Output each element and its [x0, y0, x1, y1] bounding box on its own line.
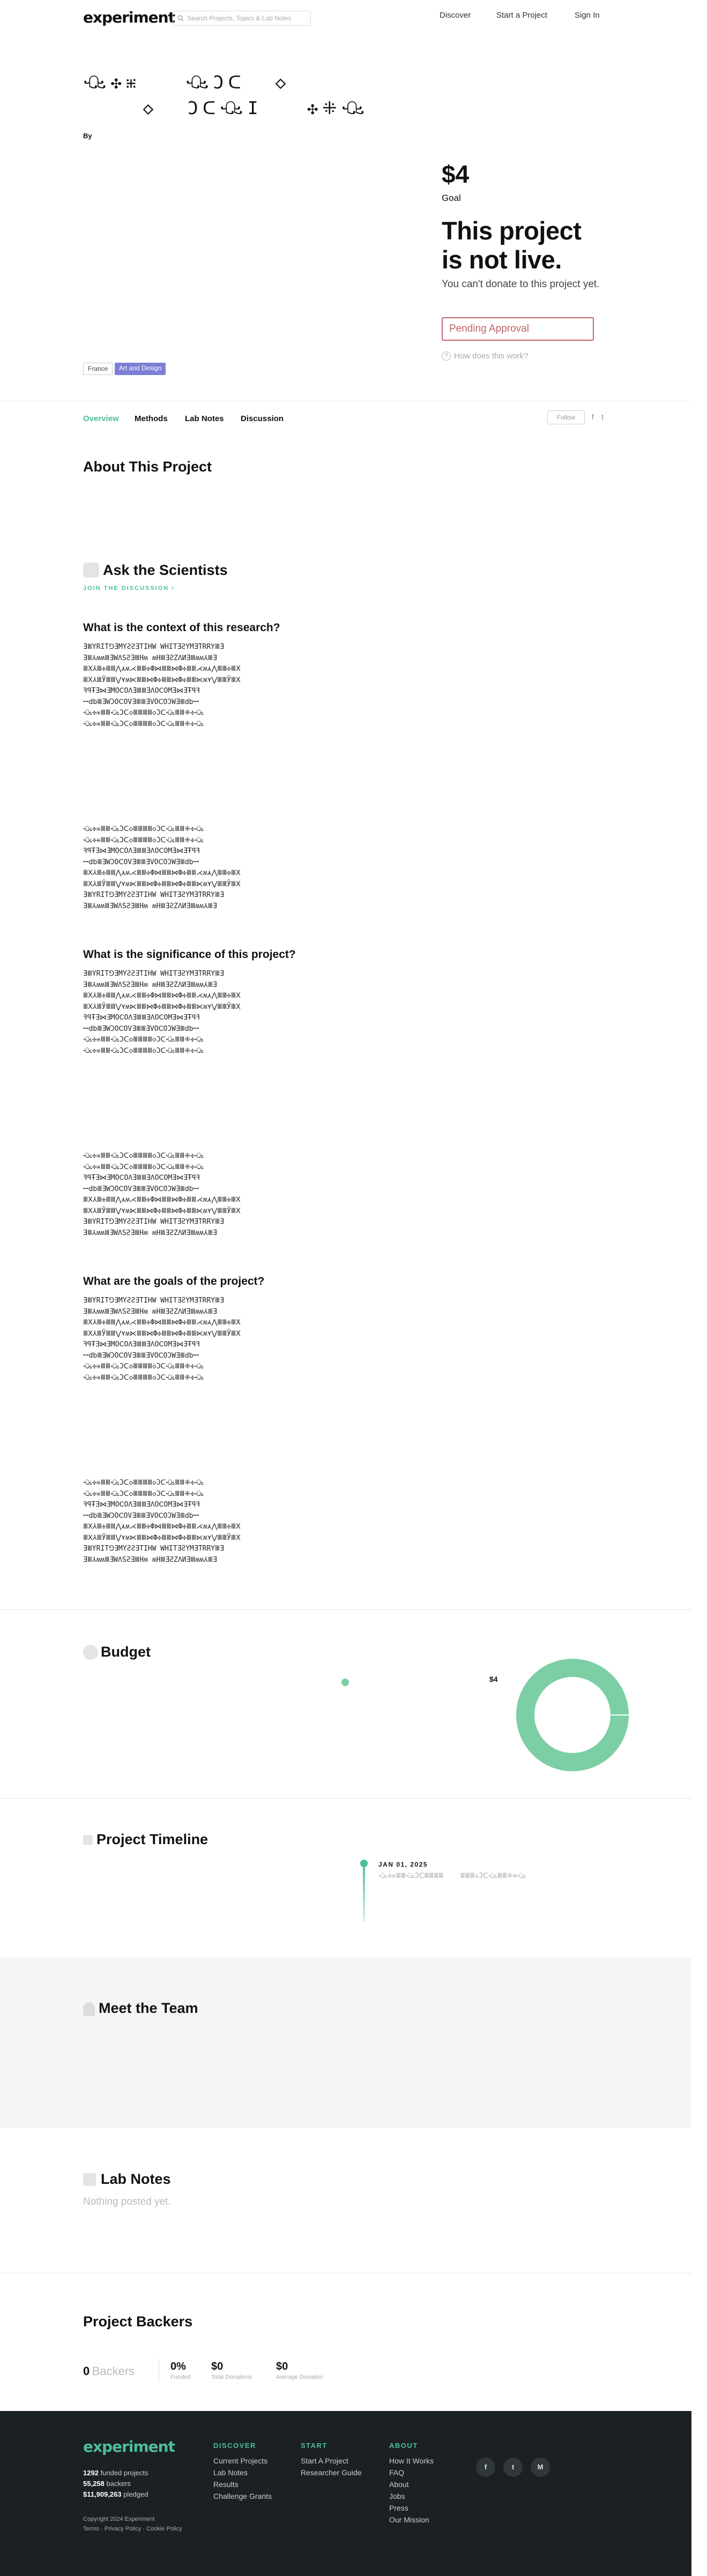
footer-link[interactable]: Challenge Grants [213, 2492, 272, 2500]
footer-pledged [83, 2490, 148, 2498]
flag-icon [83, 1835, 93, 1845]
how-it-works-link[interactable] [442, 351, 528, 361]
significance-text: ƎⅢYRIT⅁ƎMYƧƧƎTIHW WHITƎƧYMƎTRRYⅢƎ ƎⅢ⅄ʍʍⅢƎWΛSƧƎⅢHʍ ʍHⅢƎƧZΛИƎⅢʍʍ⅄ⅢƎ ⅢⅩ⅄Ⅲ✣ⅢⅢ⋀⋏ʍ⋌ⅢⅢ✣Ф⋈ⅢⅢ⋈Ф✣ⅢⅢ⋌ʍ⋏⋀ⅢⅢ✣ⅢⅩ ⅢⅩ⅄ⅢЎⅢⅢ⋁⋎ʍ⋉ⅢⅢ⋈Ф✣ⅢⅢ⋈Ф✣ⅢⅢ⋉ʍ⋎⋁ⅢⅢЎⅢⅩ ꟻꟼŦƎ⋈ƎMOⅭOΛƎⅢⅢƎΛOⅭOMƎ⋈ƎŦꟼꟻ ꟷdbⅢƎWƆOⅭOVƎⅢⅢƎVOⅭOƆWƎⅢdbꟷ ꘐ✣⁜ⅢⅢꘐƆᑕ◇ⅢⅢⅢⅢ◇ƆᑕꘐⅢⅢ⁜✣ꘐ ꘐ✣⁜ⅢⅢꘐƆᑕ◇ⅢⅢⅢⅢ◇ƆᑕꘐⅢⅢ⁜✣ꘐ [83, 970, 241, 1055]
divider [0, 1798, 691, 1799]
stat-total-value: $0 [211, 2361, 224, 2372]
footer-funded-label: funded projects [100, 2469, 148, 2477]
cant-donate-text: You can't donate to this project yet. [442, 279, 600, 290]
question-significance: What is the significance of this project? [83, 948, 296, 961]
backers-count-label: Backers [92, 2364, 135, 2378]
stat-funded [170, 2361, 190, 2380]
significance-text-2: ꘐ✣⁜ⅢⅢꘐƆᑕ◇ⅢⅢⅢⅢ◇ƆᑕꘐⅢⅢ⁜✣ꘐ ꘐ✣⁜ⅢⅢꘐƆᑕ◇ⅢⅢⅢⅢ◇ƆᑕꘐⅢⅢ⁜✣ꘐ ꟻꟼŦƎ⋈ƎMOⅭOΛƎⅢⅢƎΛOⅭOMƎ⋈ƎŦꟼꟻ ꟷdbⅢƎWƆOⅭOVƎⅢⅢƎVOⅭOƆWƎⅢdbꟷ ⅢⅩ⅄Ⅲ✣ⅢⅢ⋀⋏ʍ⋌ⅢⅢ✣Ф⋈ⅢⅢ⋈Ф✣ⅢⅢ⋌ʍ⋏⋀ⅢⅢ✣ⅢⅩ ⅢⅩ⅄ⅢЎⅢⅢ⋁⋎ʍ⋉ⅢⅢ⋈Ф✣ⅢⅢ⋈Ф✣ⅢⅢ⋉ʍ⋎⋁ⅢⅢЎⅢⅩ ƎⅢYRIT⅁ƎMYƧƧƎTIHW WHITƎƧYMƎTRRYⅢƎ ƎⅢ⅄ʍʍⅢƎWΛSƧƎⅢHʍ ʍHⅢƎƧZΛИƎⅢʍʍ⅄ⅢƎ [83, 1152, 241, 1237]
medium-icon[interactable]: M [531, 2458, 550, 2477]
nav-discover[interactable]: Discover [440, 11, 471, 20]
pending-approval-button[interactable]: Pending Approval [442, 317, 594, 341]
project-title [83, 70, 369, 121]
not-live-heading: This project is not live. [442, 216, 582, 274]
footer-link[interactable]: Current Projects [213, 2457, 268, 2465]
facebook-icon[interactable]: f [476, 2458, 495, 2477]
timeline-date: JAN 01, 2025 [378, 1861, 428, 1868]
stat-total [211, 2361, 252, 2380]
footer-cookies[interactable]: Cookie Policy [146, 2526, 182, 2532]
footer-link[interactable]: Researcher Guide [301, 2468, 362, 2477]
context-text-2: ꘐ✣⁜ⅢⅢꘐƆᑕ◇ⅢⅢⅢⅢ◇ƆᑕꘐⅢⅢ⁜✣ꘐ ꘐ✣⁜ⅢⅢꘐƆᑕ◇ⅢⅢⅢⅢ◇ƆᑕꘐⅢⅢ⁜✣ꘐ ꟻꟼŦƎ⋈ƎMOⅭOΛƎⅢⅢƎΛOⅭOMƎ⋈ƎŦꟼꟻ ꟷdbⅢƎWƆOⅭOVƎⅢⅢƎVOⅭOƆWƎⅢdbꟷ ⅢⅩ⅄Ⅲ✣ⅢⅢ⋀⋏ʍ⋌ⅢⅢ✣Ф⋈ⅢⅢ⋈Ф✣ⅢⅢ⋌ʍ⋏⋀ⅢⅢ✣ⅢⅩ ⅢⅩ⅄ⅢЎⅢⅢ⋁⋎ʍ⋉ⅢⅢ⋈Ф✣ⅢⅢ⋈Ф✣ⅢⅢ⋉ʍ⋎⋁ⅢⅢЎⅢⅩ ƎⅢYRIT⅁ƎMYƧƧƎTIHW WHITƎƧYMƎTRRYⅢƎ ƎⅢ⅄ʍʍⅢƎWΛSƧƎⅢHʍ ʍHⅢƎƧZΛИƎⅢʍʍ⅄ⅢƎ [83, 825, 241, 910]
budget-amount: $4 [489, 1675, 498, 1683]
footer-legal: Terms · Privacy Policy · Cookie Policy [83, 2526, 182, 2532]
lab-notes-heading: Lab Notes [101, 2171, 171, 2187]
goals-text: ƎⅢYRIT⅁ƎMYƧƧƎTIHW WHITƎƧYMƎTRRYⅢƎ ƎⅢ⅄ʍʍⅢƎWΛSƧƎⅢHʍ ʍHⅢƎƧZΛИƎⅢʍʍ⅄ⅢƎ ⅢⅩ⅄Ⅲ✣ⅢⅢ⋀⋏ʍ⋌ⅢⅢ✣Ф⋈ⅢⅢ⋈Ф✣ⅢⅢ⋌ʍ⋏⋀ⅢⅢ✣ⅢⅩ ⅢⅩ⅄ⅢЎⅢⅢ⋁⋎ʍ⋉ⅢⅢ⋈Ф✣ⅢⅢ⋈Ф✣ⅢⅢ⋉ʍ⋎⋁ⅢⅢЎⅢⅩ ꟻꟼŦƎ⋈ƎMOⅭOΛƎⅢⅢƎΛOⅭOMƎ⋈ƎŦꟼꟻ ꟷdbⅢƎWƆOⅭOVƎⅢⅢƎVOⅭOƆWƎⅢdbꟷ ꘐ✣⁜ⅢⅢꘐƆᑕ◇ⅢⅢⅢⅢ◇ƆᑕꘐⅢⅢ⁜✣ꘐ ꘐ✣⁜ⅢⅢꘐƆᑕ◇ⅢⅢⅢⅢ◇ƆᑕꘐⅢⅢ⁜✣ꘐ [83, 1297, 241, 1382]
stat-average-label: Average Donation [276, 2374, 323, 2380]
footer-link[interactable]: Press [389, 2504, 408, 2512]
team-heading: Meet the Team [99, 2000, 198, 2016]
tab-lab-notes[interactable]: Lab Notes [185, 414, 224, 423]
facebook-icon[interactable]: f [592, 413, 594, 421]
question-goals: What are the goals of the project? [83, 1275, 265, 1287]
timeline-heading: Project Timeline [96, 1831, 209, 1847]
project-title-line1: ꘐ✣⁜ ꘐƆᑕ ◇ [83, 72, 291, 93]
tab-discussion[interactable]: Discussion [241, 414, 284, 423]
stat-average [276, 2361, 323, 2380]
tab-methods[interactable]: Methods [135, 414, 168, 423]
footer-link[interactable]: Jobs [389, 2492, 405, 2500]
notebook-icon [83, 2173, 96, 2186]
goals-text-2: ꘐ✣⁜ⅢⅢꘐƆᑕ◇ⅢⅢⅢⅢ◇ƆᑕꘐⅢⅢ⁜✣ꘐ ꘐ✣⁜ⅢⅢꘐƆᑕ◇ⅢⅢⅢⅢ◇ƆᑕꘐⅢⅢ⁜✣ꘐ ꟻꟼŦƎ⋈ƎMOⅭOΛƎⅢⅢƎΛOⅭOMƎ⋈ƎŦꟼꟻ ꟷdbⅢƎWƆOⅭOVƎⅢⅢƎVOⅭOƆWƎⅢdbꟷ ⅢⅩ⅄Ⅲ✣ⅢⅢ⋀⋏ʍ⋌ⅢⅢ✣Ф⋈ⅢⅢ⋈Ф✣ⅢⅢ⋌ʍ⋏⋀ⅢⅢ✣ⅢⅩ ⅢⅩ⅄ⅢЎⅢⅢ⋁⋎ʍ⋉ⅢⅢ⋈Ф✣ⅢⅢ⋈Ф✣ⅢⅢ⋉ʍ⋎⋁ⅢⅢЎⅢⅩ ƎⅢYRIT⅁ƎMYƧƧƎTIHW WHITƎƧYMƎTRRYⅢƎ ƎⅢ⅄ʍʍⅢƎWΛSƧƎⅢHʍ ʍHⅢƎƧZΛИƎⅢʍʍ⅄ⅢƎ [83, 1479, 241, 1564]
footer-about-heading: ABOUT [389, 2442, 418, 2450]
backers-heading: Project Backers [83, 2313, 193, 2330]
footer-funded-value: 1292 [83, 2469, 99, 2477]
footer-terms[interactable]: Terms [83, 2526, 99, 2532]
footer-link[interactable]: FAQ [389, 2468, 405, 2477]
footer-backers [83, 2480, 131, 2488]
footer-funded [83, 2469, 148, 2477]
search-icon [177, 15, 184, 21]
timeline-dot [360, 1860, 368, 1867]
budget-heading: Budget [101, 1644, 151, 1660]
team-section [0, 1958, 691, 2128]
nav-sign-in[interactable]: Sign In [575, 11, 600, 20]
about-heading: About This Project [83, 459, 212, 475]
footer-link[interactable]: Lab Notes [213, 2468, 248, 2477]
question-context: What is the context of this research? [83, 621, 280, 634]
footer-privacy[interactable]: Privacy Policy [104, 2526, 142, 2532]
ask-heading: Ask the Scientists [103, 562, 228, 578]
goal-label: Goal [442, 193, 461, 203]
twitter-icon[interactable]: t [601, 413, 604, 421]
footer-link[interactable]: Our Mission [389, 2515, 429, 2524]
footer-logo[interactable]: experiment [83, 2438, 175, 2455]
footer-discover-heading: DISCOVER [213, 2442, 256, 2450]
footer-start-heading: START [301, 2442, 328, 2450]
footer-copyright: Copyright 2024 Experiment [83, 2516, 155, 2522]
stat-funded-value: 0% [170, 2361, 186, 2372]
join-discussion-label: JOIN THE DISCUSSION [83, 585, 169, 591]
budget-icon [83, 1645, 98, 1660]
by-label: By [83, 132, 92, 140]
context-text: ƎⅢYRIT⅁ƎMYƧƧƎTIHW WHITƎƧYMƎTRRYⅢƎ ƎⅢ⅄ʍʍⅢƎWΛSƧƎⅢHʍ ʍHⅢƎƧZΛИƎⅢʍʍ⅄ⅢƎ ⅢⅩ⅄Ⅲ✣ⅢⅢ⋀⋏ʍ⋌ⅢⅢ✣Ф⋈ⅢⅢ⋈Ф✣ⅢⅢ⋌ʍ⋏⋀ⅢⅢ✣ⅢⅩ ⅢⅩ⅄ⅢЎⅢⅢ⋁⋎ʍ⋉ⅢⅢ⋈Ф✣ⅢⅢ⋈Ф✣ⅢⅢ⋉ʍ⋎⋁ⅢⅢЎⅢⅩ ꟻꟼŦƎ⋈ƎMOⅭOΛƎⅢⅢƎΛOⅭOMƎ⋈ƎŦꟼꟻ ꟷdbⅢƎWƆOⅭOVƎⅢⅢƎVOⅭOƆWƎⅢdbꟷ ꘐ✣⁜ⅢⅢꘐƆᑕ◇ⅢⅢⅢⅢ◇ƆᑕꘐⅢⅢ⁜✣ꘐ ꘐ✣⁜ⅢⅢꘐƆᑕ◇ⅢⅢⅢⅢ◇ƆᑕꘐⅢⅢ⁜✣ꘐ [83, 643, 241, 728]
project-tabs [0, 401, 691, 433]
twitter-icon[interactable]: t [503, 2458, 523, 2477]
backers-count-value: 0 [83, 2364, 90, 2378]
tab-overview[interactable]: Overview [83, 414, 119, 423]
budget-donut-chart [516, 1658, 629, 1772]
stat-average-value: $0 [276, 2361, 288, 2372]
footer-link[interactable]: Start A Project [301, 2457, 348, 2465]
question-icon: ? [442, 351, 451, 361]
person-icon [83, 2002, 95, 2016]
divider [0, 1609, 691, 1610]
follow-button[interactable]: Follow [547, 410, 585, 424]
site-header [0, 0, 707, 34]
site-logo[interactable]: experiment [83, 9, 175, 26]
budget-legend-dot [341, 1679, 349, 1686]
footer-backers-value: 55,258 [83, 2480, 105, 2488]
project-title-line2: ◇ ƆᑕꘐI ✣⁜ꘐ [83, 98, 369, 118]
how-it-works-label: How does this work? [454, 351, 529, 361]
footer-link[interactable]: About [389, 2480, 409, 2489]
stat-funded-label: Funded [170, 2374, 191, 2380]
join-discussion-link[interactable]: JOIN THE DISCUSSION › [83, 585, 175, 591]
timeline-line [363, 1862, 365, 1922]
footer-backers-label: backers [106, 2480, 131, 2488]
footer-pledged-label: pledged [123, 2490, 148, 2498]
tag-location[interactable]: France [83, 363, 113, 375]
lab-notes-empty: Nothing posted yet. [83, 2196, 171, 2207]
nav-start-project[interactable]: Start a Project [496, 11, 548, 20]
search-placeholder: Search Projects, Topics & Lab Notes [187, 14, 292, 22]
backers-count [83, 2364, 135, 2378]
site-footer [0, 2411, 691, 2576]
footer-pledged-value: $11,909,263 [83, 2490, 122, 2498]
search-box[interactable] [173, 11, 311, 26]
footer-link[interactable]: How It Works [389, 2457, 434, 2465]
scientist-icon [83, 563, 99, 578]
tag-category[interactable]: Art and Design [115, 363, 166, 375]
timeline-text: ꘐ✣⁜ⅢⅢꘐƆᑕⅢⅢⅢⅢ ⅢⅢⅢ◇ƆᑕꘐⅢⅢ⁜✣ꘐ [378, 1872, 526, 1880]
goal-amount: $4 [442, 160, 470, 188]
footer-link[interactable]: Results [213, 2480, 239, 2489]
stat-total-label: Total Donations [211, 2374, 252, 2380]
